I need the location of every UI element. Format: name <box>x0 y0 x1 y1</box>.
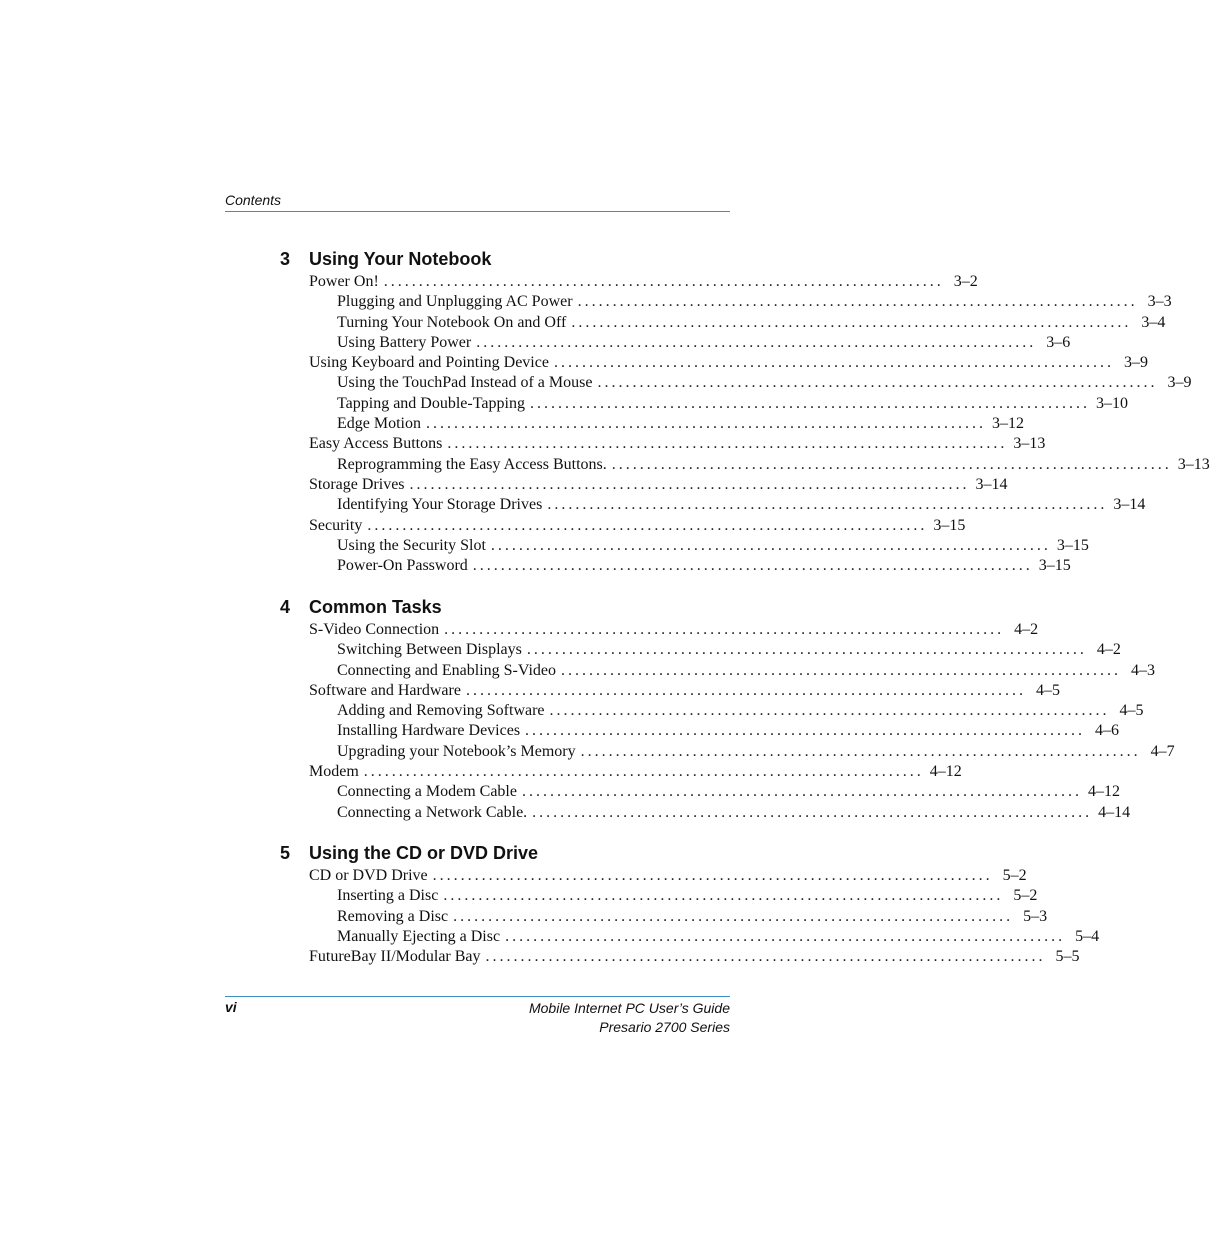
toc-entry-title: Security <box>309 516 363 534</box>
chapter-section <box>280 840 1100 967</box>
toc-entry-title: Connecting a Modem Cable <box>337 783 517 801</box>
chapter-heading[interactable] <box>280 594 730 620</box>
toc-entry-page: 4–3 <box>1131 661 1155 679</box>
toc-entry-title: CD or DVD Drive <box>309 867 428 884</box>
toc-entry-page: 3–12 <box>992 415 1024 433</box>
dot-leader: ................................................................................ <box>611 455 1172 473</box>
toc-entry-page: 5–2 <box>1013 887 1038 905</box>
toc-entry-title: Switching Between Displays <box>337 641 522 659</box>
toc-entry-page: 5–5 <box>1055 948 1080 966</box>
chapter-number: 4 <box>280 597 291 617</box>
toc-entry-page: 3–10 <box>1095 394 1128 412</box>
toc-entry-title: Power On! <box>309 273 379 290</box>
guide-title: Mobile Internet PC User’s Guide <box>528 1000 730 1016</box>
dot-leader: ................................................................................ <box>472 557 1033 575</box>
toc-entry-page: 3–14 <box>975 475 1008 493</box>
toc-entry[interactable] <box>309 782 1120 802</box>
toc-entry[interactable] <box>309 681 1060 701</box>
chapter-number: 3 <box>280 249 291 269</box>
toc-entry[interactable] <box>309 907 1048 927</box>
toc-entry-title: Tapping and Double-Tapping <box>337 394 525 412</box>
toc-entry-page: 4–7 <box>1150 742 1175 760</box>
toc-entry-title: Connecting a Network Cable. <box>337 803 528 821</box>
dot-leader: ................................................................................ <box>577 293 1138 311</box>
chapter-heading[interactable] <box>280 840 730 866</box>
toc-entry[interactable] <box>309 434 1046 454</box>
dot-leader: ................................................................................ <box>505 927 1066 945</box>
toc-entry-title: Identifying Your Storage Drives <box>337 496 543 514</box>
dot-leader: ................................................................................ <box>597 374 1158 392</box>
dot-leader: ................................................................................ <box>363 763 924 781</box>
toc-entry[interactable] <box>309 721 1120 741</box>
toc-entry[interactable] <box>309 742 1175 762</box>
toc-entry-title: Software and Hardware <box>309 681 461 699</box>
dot-leader: ................................................................................ <box>443 887 1004 905</box>
toc-entry-page: 4–14 <box>1098 803 1131 821</box>
toc-entry[interactable] <box>309 886 1038 906</box>
toc-entry[interactable] <box>309 272 978 292</box>
toc-entry[interactable] <box>309 927 1100 947</box>
toc-entry-list <box>309 272 1210 576</box>
dot-leader: ................................................................................ <box>465 681 1026 699</box>
toc-entry[interactable] <box>309 373 1192 393</box>
toc-entry-page: 3–13 <box>1177 455 1210 473</box>
chapter-heading[interactable] <box>280 246 730 272</box>
toc-entry-page: 3–3 <box>1147 293 1172 311</box>
toc-entry-page: 3–2 <box>953 273 978 290</box>
chapter-section <box>280 246 1210 576</box>
toc-entry-page: 3–15 <box>1056 536 1089 554</box>
page-number: vi <box>225 999 237 1015</box>
toc-entry[interactable] <box>309 762 962 782</box>
toc-entry-page: 3–15 <box>1038 557 1071 575</box>
toc-entry-page: 4–6 <box>1095 722 1120 740</box>
dot-leader: ................................................................................ <box>571 313 1132 331</box>
dot-leader: ................................................................................ <box>383 273 944 290</box>
chapter-title: Common Tasks <box>309 597 442 617</box>
toc-entry-page: 3–9 <box>1123 354 1148 372</box>
toc-entry-page: 3–15 <box>933 516 966 534</box>
toc-entry-title: Easy Access Buttons <box>309 435 443 453</box>
chapter-title: Using Your Notebook <box>309 249 492 269</box>
dot-leader: ................................................................................ <box>485 948 1046 966</box>
toc-entry-page: 3–6 <box>1046 333 1071 351</box>
toc-entry-page: 4–5 <box>1035 681 1060 699</box>
toc-entry-title: Adding and Removing Software <box>337 702 545 720</box>
toc-entry[interactable] <box>309 803 1131 823</box>
toc-entry-title: Storage Drives <box>309 475 405 493</box>
toc-entry-title: Using Battery Power <box>337 333 472 351</box>
toc-entry[interactable] <box>309 947 1080 967</box>
toc-entry-page: 4–5 <box>1119 702 1144 720</box>
toc-entry-page: 3–13 <box>1013 435 1046 453</box>
toc-entry[interactable] <box>309 661 1155 681</box>
toc-entry-title: Edge Motion <box>337 415 421 433</box>
toc-entry-title: Power-On Password <box>337 557 468 575</box>
toc-entry-title: Connecting and Enabling S-Video <box>337 661 556 679</box>
toc-entry-title: Manually Ejecting a Disc <box>337 927 501 945</box>
dot-leader: ................................................................................ <box>432 867 993 884</box>
dot-leader: ................................................................................ <box>549 702 1110 720</box>
dot-leader: ................................................................................ <box>409 475 970 493</box>
toc-entry-page: 3–14 <box>1113 496 1146 514</box>
toc-entry-title: Installing Hardware Devices <box>337 722 521 740</box>
toc-entry-title: Inserting a Disc <box>337 887 439 905</box>
toc-entry-page: 4–12 <box>1087 783 1120 801</box>
toc-entry-title: Using the TouchPad Instead of a Mouse <box>337 374 593 392</box>
dot-leader: ................................................................................ <box>561 661 1121 679</box>
toc-entry-title: Plugging and Unplugging AC Power <box>337 293 573 311</box>
toc-entry[interactable] <box>309 620 1039 640</box>
toc-entry-page: 3–9 <box>1167 374 1192 392</box>
toc-entry-page: 5–3 <box>1023 907 1048 925</box>
dot-leader: ................................................................................ <box>367 516 928 534</box>
toc-entry-page: 4–2 <box>1096 641 1121 659</box>
chapter-number: 5 <box>280 843 291 863</box>
toc-entry[interactable] <box>309 333 1071 353</box>
dot-leader: ................................................................................ <box>444 621 1005 638</box>
toc-entry[interactable] <box>309 455 1210 475</box>
toc-entry-title: Reprogramming the Easy Access Buttons. <box>337 455 607 473</box>
dot-leader: ................................................................................ <box>453 907 1014 925</box>
toc-entry-title: Modem <box>309 763 359 781</box>
toc-entry-page: 3–4 <box>1141 313 1166 331</box>
toc-entry-title: Turning Your Notebook On and Off <box>337 313 567 331</box>
toc-entry[interactable] <box>309 866 1027 886</box>
toc-entry[interactable] <box>309 353 1148 373</box>
toc-entry[interactable] <box>309 313 1166 333</box>
dot-leader: ................................................................................ <box>547 496 1108 514</box>
toc-entry[interactable] <box>309 701 1144 721</box>
dot-leader: ................................................................................ <box>521 783 1082 801</box>
dot-leader: ................................................................................ <box>526 641 1087 659</box>
header-rule <box>225 211 730 212</box>
dot-leader: ................................................................................ <box>529 394 1090 412</box>
series-name: Presario 2700 Series <box>599 1019 730 1035</box>
dot-leader: ................................................................................ <box>490 536 1051 554</box>
dot-leader: ................................................................................ <box>476 333 1037 351</box>
dot-leader: ................................................................................ <box>580 742 1141 760</box>
chapter-title: Using the CD or DVD Drive <box>309 843 539 863</box>
toc-entry-list <box>309 866 1100 967</box>
toc-entry-page: 4–12 <box>929 763 962 781</box>
toc-entry-title: Upgrading your Notebook’s Memory <box>337 742 576 760</box>
dot-leader: ................................................................................ <box>525 722 1086 740</box>
toc-entry-title: Removing a Disc <box>337 907 449 925</box>
running-header: Contents <box>225 192 282 208</box>
toc-entry[interactable] <box>309 394 1128 414</box>
toc-entry[interactable] <box>309 495 1146 515</box>
footer-rule <box>225 996 730 997</box>
toc-entry[interactable] <box>309 640 1121 660</box>
toc-entry-title: S-Video Connection <box>309 621 440 638</box>
dot-leader: ................................................................................ <box>553 354 1114 372</box>
toc-entry[interactable] <box>309 556 1071 576</box>
toc-entry[interactable] <box>309 536 1089 556</box>
toc-entry-title: Using Keyboard and Pointing Device <box>309 354 549 372</box>
toc-entry-page: 5–2 <box>1002 867 1027 884</box>
toc-entry[interactable] <box>309 516 966 536</box>
footer-info <box>529 999 730 1037</box>
dot-leader: ................................................................................ <box>532 803 1093 821</box>
toc-entry-page: 4–2 <box>1014 621 1039 638</box>
toc-entry[interactable] <box>309 475 1008 495</box>
toc-entry-title: Using the Security Slot <box>337 536 486 554</box>
toc-entry-title: FutureBay II/Modular Bay <box>309 948 481 966</box>
toc-entry-page: 5–4 <box>1075 927 1100 945</box>
toc-entry[interactable] <box>309 414 1024 434</box>
toc-entry[interactable] <box>309 292 1172 312</box>
dot-leader: ................................................................................ <box>426 415 986 433</box>
dot-leader: ................................................................................ <box>447 435 1008 453</box>
chapter-section <box>280 594 1175 823</box>
toc-entry-list <box>309 620 1175 823</box>
